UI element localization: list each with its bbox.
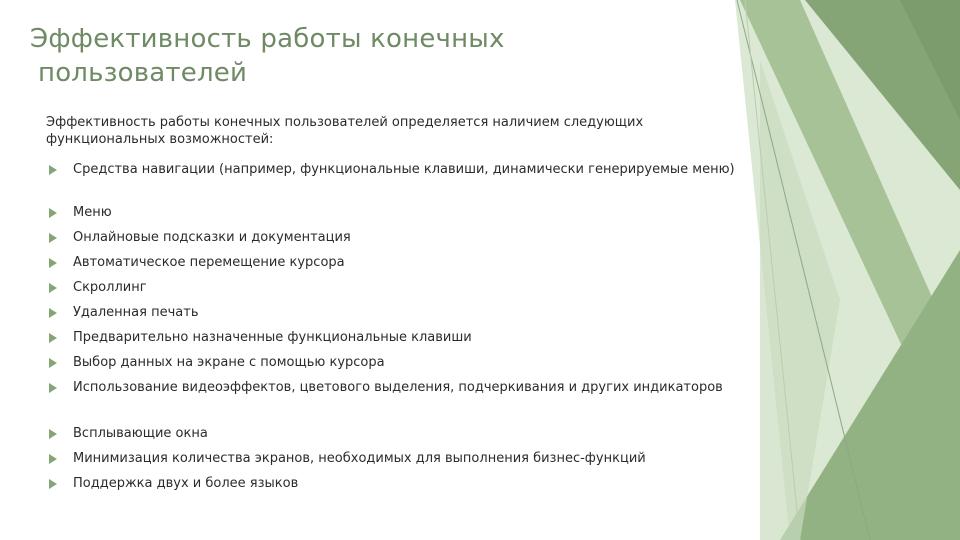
triangle-bullet-icon [49, 358, 57, 368]
triangle-bullet-icon [49, 165, 57, 175]
list-item-text: Автоматическое перемещение курсора [73, 255, 345, 270]
triangle-bullet-icon [49, 479, 57, 489]
triangle-bullet-icon [49, 429, 57, 439]
triangle-bullet-icon [49, 308, 57, 318]
list-item-text: Выбор данных на экране с помощью курсора [73, 355, 385, 370]
slide-title-line-1: Эффективность работы конечных [30, 24, 505, 54]
triangle-bullet-icon [49, 283, 57, 293]
triangle-bullet-icon [49, 258, 57, 268]
list-item-text: Средства навигации (например, функциональные клавиши, динамически генерируемые меню) [73, 162, 735, 177]
list-item-text: Использование видеоэффектов, цветового выделения, подчеркивания и других индикаторов [73, 380, 723, 395]
slide-title [30, 22, 730, 90]
list-item-text: Поддержка двух и более языков [73, 476, 299, 491]
list-item-text: Удаленная печать [73, 305, 199, 320]
triangle-bullet-icon [49, 208, 57, 218]
slide-title-line-2: пользователей [38, 58, 248, 88]
list-item-text: Предварительно назначенные функциональные клавиши [73, 330, 472, 345]
intro-paragraph: Эффективность работы конечных пользователей определяется наличием следующих функциональных возможностей: [46, 115, 644, 147]
list-item-text: Меню [73, 205, 112, 220]
list-item-text: Скроллинг [73, 280, 147, 295]
list-item-text: Онлайновые подсказки и документация [73, 230, 351, 245]
triangle-bullet-icon [49, 383, 57, 393]
triangle-bullet-icon [49, 233, 57, 243]
triangle-bullet-icon [49, 333, 57, 343]
triangle-bullet-icon [49, 454, 57, 464]
list-item-text: Всплывающие окна [73, 426, 208, 441]
list-item-text: Минимизация количества экранов, необходимых для выполнения бизнес-функций [73, 451, 646, 466]
